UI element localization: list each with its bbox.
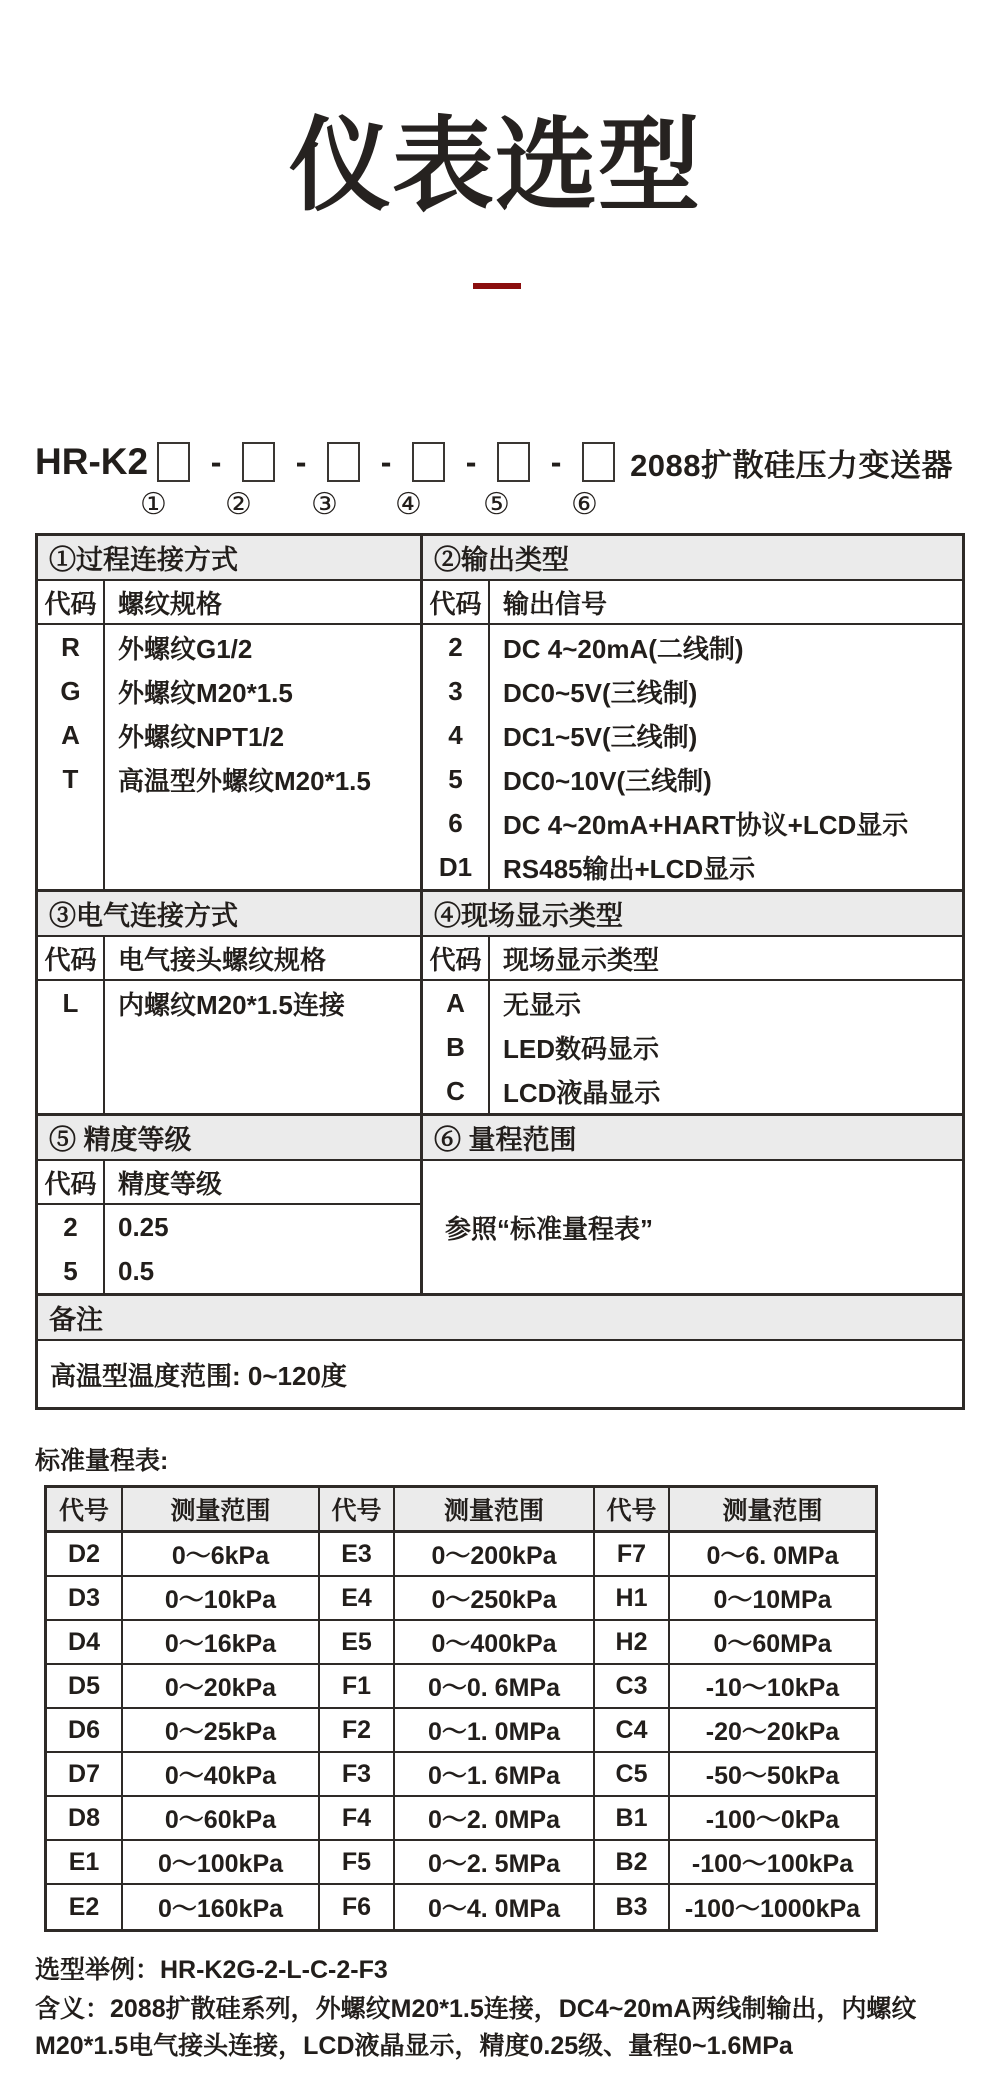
range-cell: 0～6. 0MPa — [670, 1533, 875, 1577]
range-header-cell: 代号 — [47, 1488, 123, 1533]
code-cell: B — [446, 1031, 465, 1062]
desc-column — [105, 625, 420, 889]
remark-section — [38, 1293, 962, 1407]
model-code-box-6 — [582, 442, 615, 482]
model-separator: - — [210, 443, 222, 480]
desc-column — [105, 981, 420, 1113]
subheader — [38, 937, 420, 981]
code-cell: 6 — [448, 807, 463, 838]
desc-cell: 0.25 — [118, 1211, 169, 1242]
model-separator: - — [295, 443, 307, 480]
code-cell: 5 — [448, 763, 463, 794]
range-cell: -100～100kPa — [670, 1841, 875, 1885]
range-cell: F4 — [320, 1797, 395, 1841]
desc-cell: 外螺纹NPT1/2 — [118, 721, 285, 752]
range-header-cell: 测量范围 — [395, 1488, 595, 1533]
position-number-6: ⑥ — [571, 488, 598, 521]
code-cell: G — [60, 675, 81, 706]
range-cell: 0～2. 5MPa — [395, 1841, 595, 1885]
desc-cell: 外螺纹M20*1.5 — [118, 677, 293, 708]
range-cell: B3 — [595, 1885, 670, 1929]
range-cell: 0～0. 6MPa — [395, 1665, 595, 1709]
selection-example — [35, 1952, 965, 2065]
section-title-output-type: ②输出类型 — [423, 536, 962, 581]
desc-cell: LED数码显示 — [503, 1033, 660, 1064]
column-header-output-signal: 输出信号 — [503, 588, 608, 619]
column-header-electrical-thread: 电气接头螺纹规格 — [118, 944, 327, 975]
position-number-1: ① — [140, 488, 167, 521]
selection-section-1 — [38, 536, 962, 889]
table-body — [38, 981, 420, 1113]
table-body — [423, 625, 962, 889]
desc-cell: LCD液晶显示 — [503, 1077, 661, 1108]
range-cell: F3 — [320, 1753, 395, 1797]
selection-section-2 — [38, 889, 962, 1113]
range-block — [423, 1116, 962, 1293]
range-cell: 0～250kPa — [395, 1577, 595, 1621]
range-cell: 0～60MPa — [670, 1621, 875, 1665]
code-cell: A — [446, 987, 465, 1018]
column-header-display-type: 现场显示类型 — [503, 944, 660, 975]
code-column — [38, 625, 105, 889]
code-cell: A — [61, 719, 80, 750]
model-prefix: HR-K2 — [35, 441, 149, 482]
range-cell: D4 — [47, 1621, 123, 1665]
desc-cell: 外螺纹G1/2 — [118, 633, 253, 664]
section-title-remark: 备注 — [38, 1296, 962, 1341]
range-cell: 0～200kPa — [395, 1533, 595, 1577]
range-cell: -100～1000kPa — [684, 1895, 861, 1923]
selection-table — [35, 533, 965, 1410]
position-number-4: ④ — [395, 488, 422, 521]
range-cell: D5 — [47, 1665, 123, 1709]
table-body — [423, 981, 962, 1113]
range-cell: -100～0kPa — [670, 1797, 875, 1841]
process-connection-block — [38, 536, 423, 889]
range-cell: 0～1. 6MPa — [395, 1753, 595, 1797]
model-suffix: 2088扩散硅压力变送器 — [630, 447, 954, 483]
subheader — [423, 581, 962, 625]
code-cell: 2 — [448, 631, 463, 662]
column-header-code: 代码 — [423, 581, 490, 623]
code-column — [38, 1205, 105, 1293]
desc-column — [490, 625, 962, 889]
range-cell: 0～10kPa — [123, 1577, 320, 1621]
model-separator: - — [465, 443, 477, 480]
section-title-process-connection: ①过程连接方式 — [38, 536, 420, 581]
code-column — [423, 981, 490, 1113]
range-cell: C4 — [595, 1709, 670, 1753]
model-code-box-5 — [497, 442, 530, 482]
range-cell: E5 — [320, 1621, 395, 1665]
example-line: 选型举例：HR-K2G-2-L-C-2-F3 — [35, 1956, 388, 1984]
range-header-cell: 代号 — [320, 1488, 395, 1533]
range-cell: C5 — [595, 1753, 670, 1797]
column-header-thread-spec: 螺纹规格 — [118, 588, 223, 619]
position-number-2: ② — [225, 488, 252, 521]
code-cell: 4 — [448, 719, 463, 750]
range-cell: D3 — [47, 1577, 123, 1621]
range-cell: H2 — [595, 1621, 670, 1665]
range-cell: 0～25kPa — [123, 1709, 320, 1753]
range-cell: F2 — [320, 1709, 395, 1753]
range-table-label: 标准量程表: — [35, 1447, 169, 1475]
range-cell: 0～10MPa — [670, 1577, 875, 1621]
range-reference-note: 参照“标准量程表” — [445, 1213, 654, 1244]
column-header-accuracy: 精度等级 — [118, 1168, 223, 1199]
desc-cell: DC0~5V(三线制) — [503, 677, 698, 708]
subheader — [423, 937, 962, 981]
desc-cell: RS485输出+LCD显示 — [503, 853, 756, 884]
position-number-3: ③ — [311, 488, 338, 521]
electrical-connection-block — [38, 892, 423, 1113]
desc-column — [105, 1205, 420, 1293]
section-title-range: ⑥ 量程范围 — [423, 1116, 962, 1161]
range-cell: 0～1. 0MPa — [395, 1709, 595, 1753]
code-cell: T — [62, 763, 79, 794]
desc-column — [490, 981, 962, 1113]
model-code-line — [35, 440, 953, 484]
column-header-code: 代码 — [38, 1161, 105, 1203]
desc-cell: 高温型外螺纹M20*1.5 — [118, 765, 371, 796]
range-cell: E2 — [47, 1885, 123, 1929]
range-cell: D6 — [47, 1709, 123, 1753]
range-cell: 0～2. 0MPa — [395, 1797, 595, 1841]
code-cell: 3 — [448, 675, 463, 706]
selection-section-3 — [38, 1113, 962, 1293]
position-number-5: ⑤ — [483, 488, 510, 521]
position-numbers — [35, 487, 965, 523]
range-cell: F7 — [595, 1533, 670, 1577]
desc-cell: 0.5 — [118, 1255, 155, 1286]
accuracy-class-block — [38, 1116, 423, 1293]
range-header-cell: 测量范围 — [670, 1488, 875, 1533]
section-title-accuracy-class: ⑤ 精度等级 — [38, 1116, 420, 1161]
code-cell: L — [62, 987, 79, 1018]
range-cell: 0～400kPa — [395, 1621, 595, 1665]
section-title-electrical-connection: ③电气连接方式 — [38, 892, 420, 937]
subheader — [38, 1161, 420, 1205]
range-cell: D8 — [47, 1797, 123, 1841]
range-cell: 0～4. 0MPa — [395, 1885, 595, 1929]
desc-cell: DC 4~20mA(二线制) — [503, 633, 744, 664]
range-cell: B2 — [595, 1841, 670, 1885]
range-table — [44, 1485, 878, 1932]
range-cell: 0～60kPa — [123, 1797, 320, 1841]
range-cell: 0～20kPa — [123, 1665, 320, 1709]
range-cell: E4 — [320, 1577, 395, 1621]
range-cell: E3 — [320, 1533, 395, 1577]
desc-cell: DC1~5V(三线制) — [503, 721, 698, 752]
model-code-box-2 — [242, 442, 275, 482]
range-cell: 0～16kPa — [123, 1621, 320, 1665]
range-cell: H1 — [595, 1577, 670, 1621]
desc-cell: 内螺纹M20*1.5连接 — [118, 989, 345, 1020]
range-cell: D7 — [47, 1753, 123, 1797]
code-cell: R — [61, 631, 80, 662]
range-cell: 0～100kPa — [123, 1841, 320, 1885]
title-divider — [473, 283, 521, 289]
range-cell: C3 — [595, 1665, 670, 1709]
model-separator: - — [550, 443, 562, 480]
model-code-box-3 — [327, 442, 360, 482]
range-cell: F6 — [320, 1885, 395, 1929]
range-cell: 0～160kPa — [123, 1885, 320, 1929]
table-body — [38, 1205, 420, 1293]
code-column — [38, 981, 105, 1113]
display-type-block — [423, 892, 962, 1113]
table-body — [38, 625, 420, 889]
page-title: 仪表选型 — [289, 109, 701, 223]
code-cell: D1 — [438, 851, 473, 882]
range-cell: -20～20kPa — [670, 1709, 875, 1753]
code-cell: 5 — [63, 1255, 78, 1286]
range-cell: 0～40kPa — [123, 1753, 320, 1797]
meaning-line: 含义：2088扩散硅系列，外螺纹M20*1.5连接，DC4~20mA两线制输出，内螺纹M20*1.5电气接头连接，LCD液晶显示，精度0.25级、量程0~1.6MPa — [35, 1995, 917, 2060]
range-cell: D2 — [47, 1533, 123, 1577]
column-header-code: 代码 — [38, 581, 105, 623]
subheader — [38, 581, 420, 625]
remark-text: 高温型温度范围: 0~120度 — [50, 1360, 347, 1391]
desc-cell: DC 4~20mA+HART协议+LCD显示 — [503, 809, 909, 840]
code-column — [423, 625, 490, 889]
range-cell: 0～6kPa — [123, 1533, 320, 1577]
desc-cell: DC0~10V(三线制) — [503, 765, 712, 796]
model-separator: - — [380, 443, 392, 480]
column-header-code: 代码 — [38, 937, 105, 979]
range-cell: B1 — [595, 1797, 670, 1841]
range-cell: -10～10kPa — [670, 1665, 875, 1709]
code-cell: 2 — [63, 1211, 78, 1242]
range-header-cell: 测量范围 — [123, 1488, 320, 1533]
section-title-display-type: ④现场显示类型 — [423, 892, 962, 937]
range-cell: -50～50kPa — [670, 1753, 875, 1797]
range-cell: E1 — [47, 1841, 123, 1885]
model-code-box-1 — [157, 442, 190, 482]
range-header-cell: 代号 — [595, 1488, 670, 1533]
model-code-box-4 — [412, 442, 445, 482]
column-header-code: 代码 — [423, 937, 490, 979]
output-type-block — [423, 536, 962, 889]
desc-cell: 无显示 — [503, 989, 582, 1020]
code-cell: C — [446, 1075, 465, 1106]
range-cell: F5 — [320, 1841, 395, 1885]
range-cell: F1 — [320, 1665, 395, 1709]
